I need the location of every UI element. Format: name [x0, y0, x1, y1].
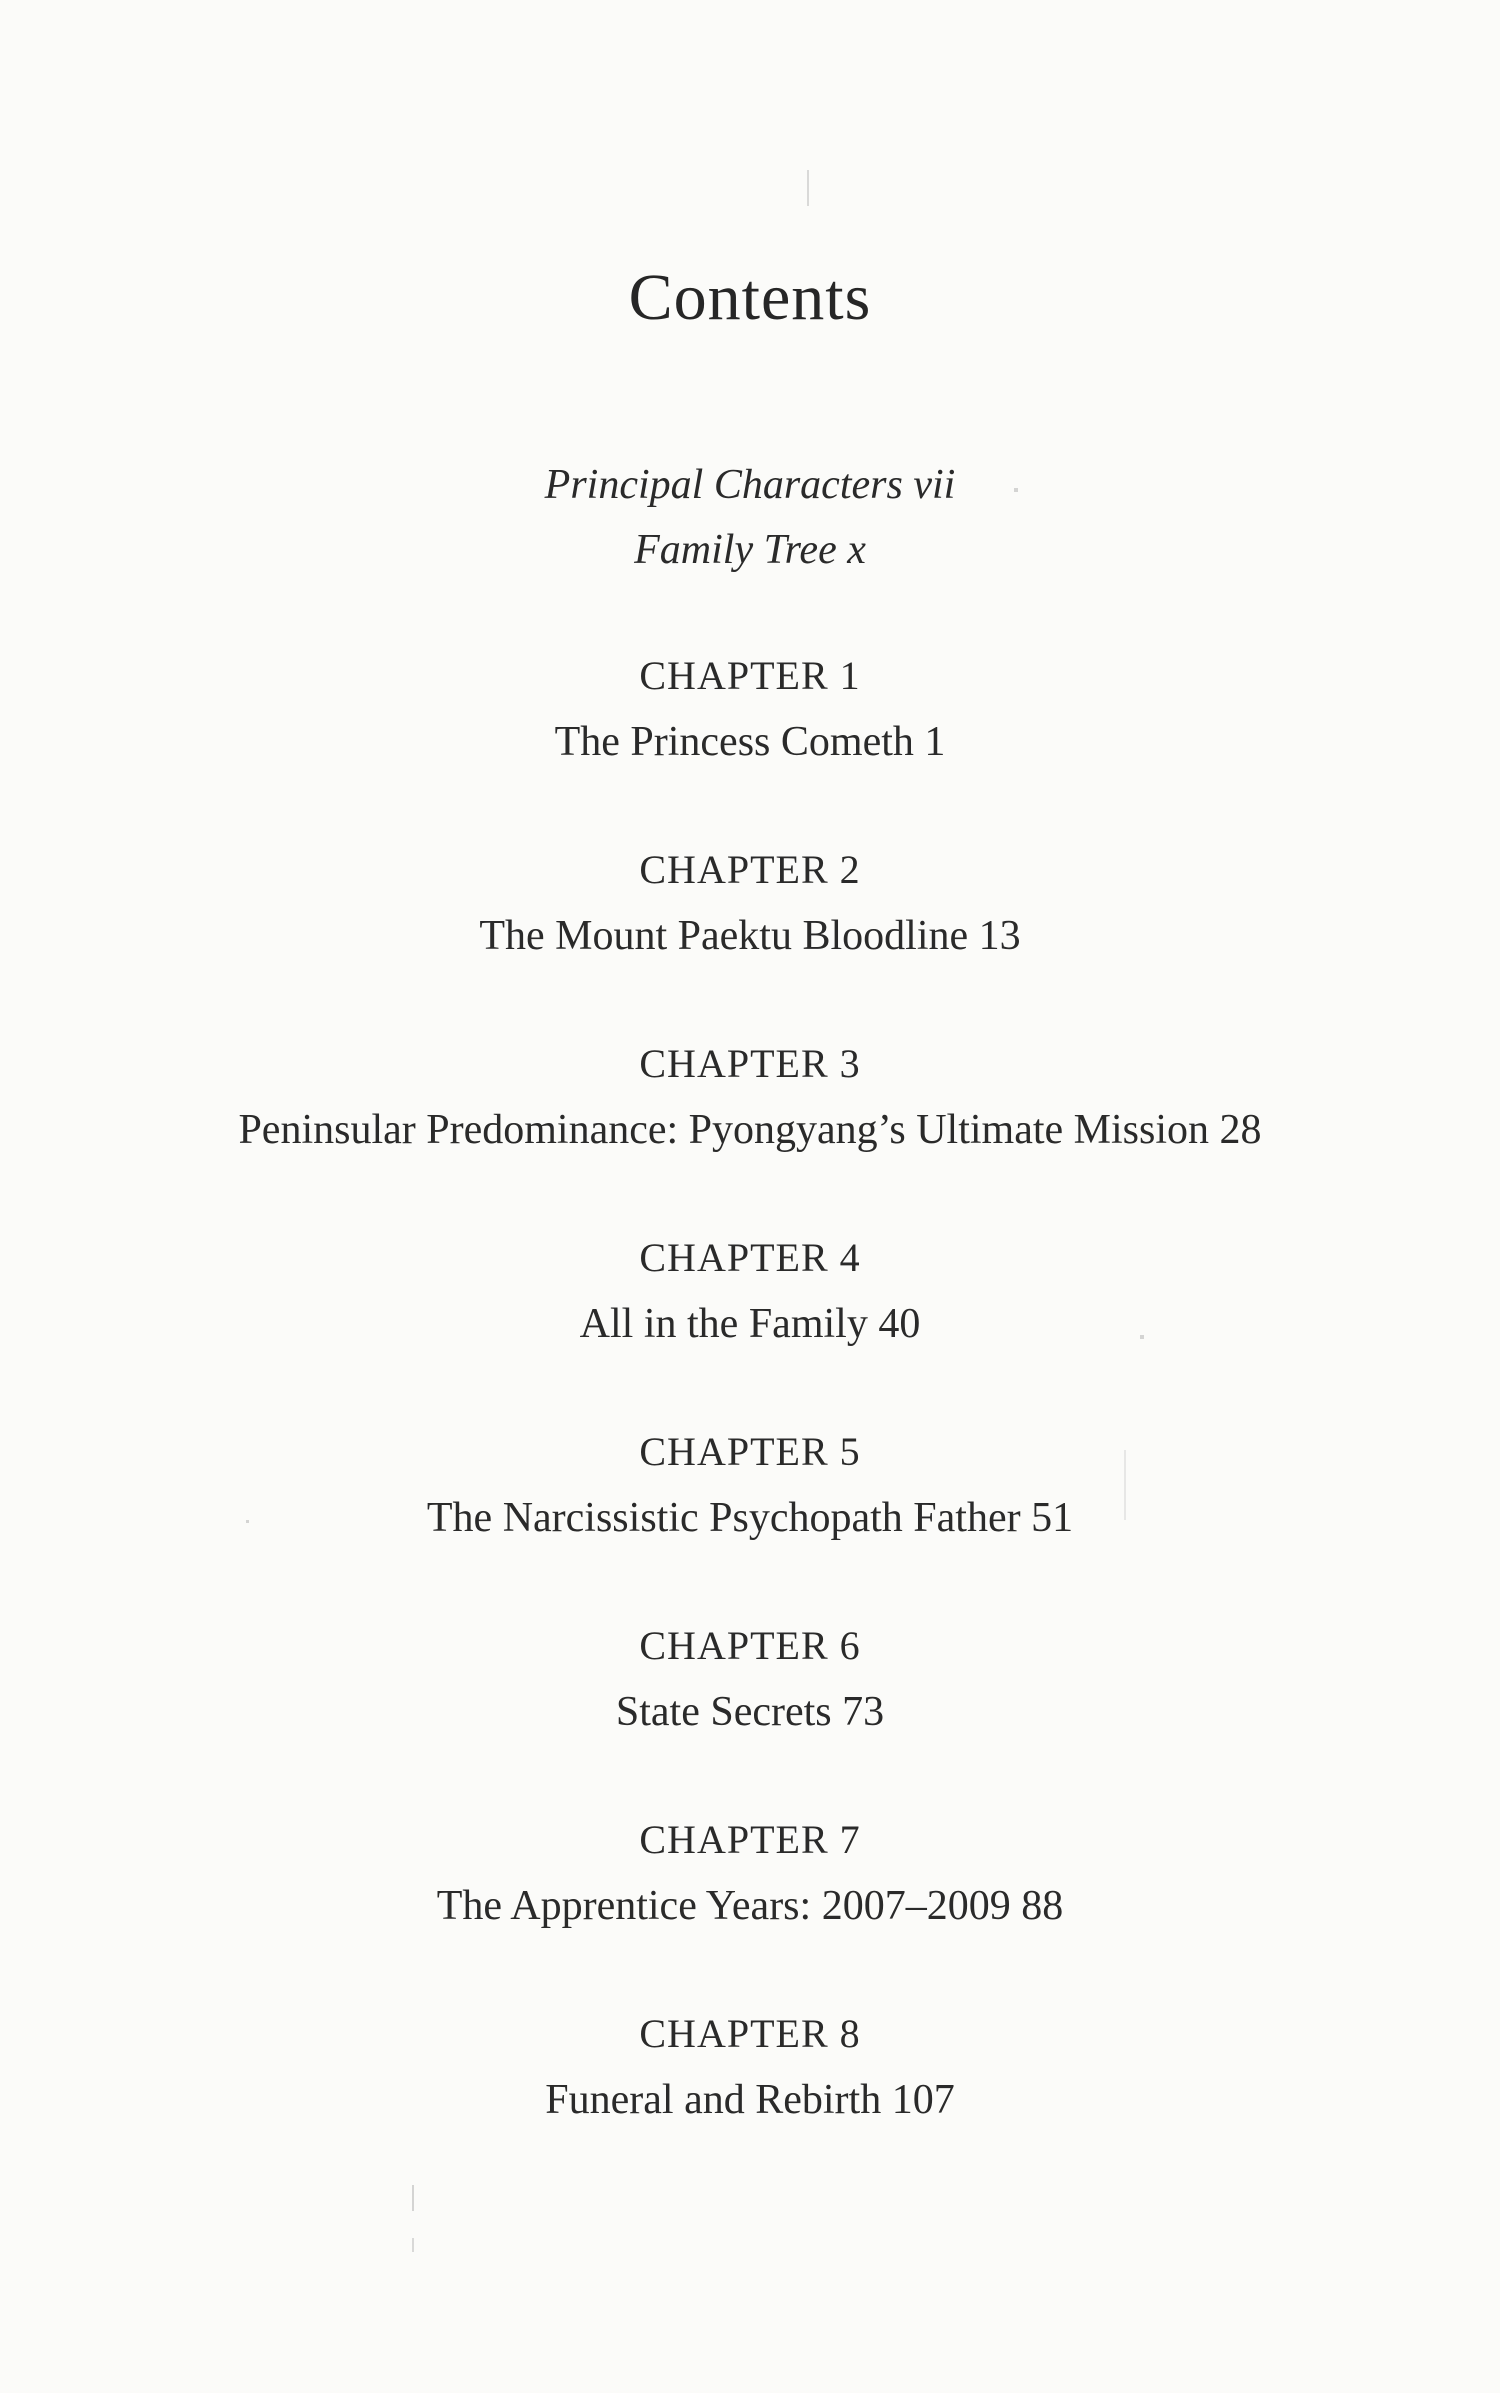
scan-mark: [412, 2185, 414, 2211]
chapter-label: CHAPTER 5: [639, 1429, 861, 1474]
scan-mark: [412, 2238, 414, 2252]
chapter-title: The Apprentice Years: 2007–2009 88: [436, 1883, 1064, 1929]
chapter-label: CHAPTER 7: [639, 1817, 861, 1862]
toc-entry-family-tree[interactable]: Family Tree x: [634, 527, 866, 573]
chapter-title: Peninsular Predominance: Pyongyang’s Ultimate Mission 28: [238, 1107, 1262, 1153]
toc-chapter-1[interactable]: [0, 651, 1500, 768]
chapter-title: State Secrets 73: [615, 1689, 885, 1735]
chapter-title: All in the Family 40: [579, 1301, 921, 1347]
chapter-title: The Princess Cometh 1: [554, 719, 946, 765]
chapter-label: CHAPTER 2: [639, 847, 861, 892]
chapter-label: CHAPTER 8: [639, 2011, 861, 2056]
toc-chapter-8[interactable]: [0, 2009, 1500, 2126]
toc-chapter-6[interactable]: [0, 1621, 1500, 1738]
chapter-label: CHAPTER 6: [639, 1623, 861, 1668]
chapter-title: The Narcissistic Psychopath Father 51: [426, 1495, 1074, 1541]
toc-entry-principal-characters[interactable]: Principal Characters vii: [544, 462, 956, 508]
toc-chapter-7[interactable]: [0, 1815, 1500, 1932]
page-title: Contents: [628, 261, 872, 334]
chapter-title: The Mount Paektu Bloodline 13: [479, 913, 1021, 959]
toc-chapter-3[interactable]: [0, 1039, 1500, 1156]
toc-chapter-2[interactable]: [0, 845, 1500, 962]
chapter-label: CHAPTER 1: [639, 653, 861, 698]
toc-chapter-5[interactable]: [0, 1427, 1500, 1544]
toc-chapter-4[interactable]: [0, 1233, 1500, 1350]
chapter-title: Funeral and Rebirth 107: [545, 2077, 955, 2123]
scan-mark: [807, 170, 809, 206]
chapter-label: CHAPTER 3: [639, 1041, 861, 1086]
chapter-label: CHAPTER 4: [639, 1235, 861, 1280]
